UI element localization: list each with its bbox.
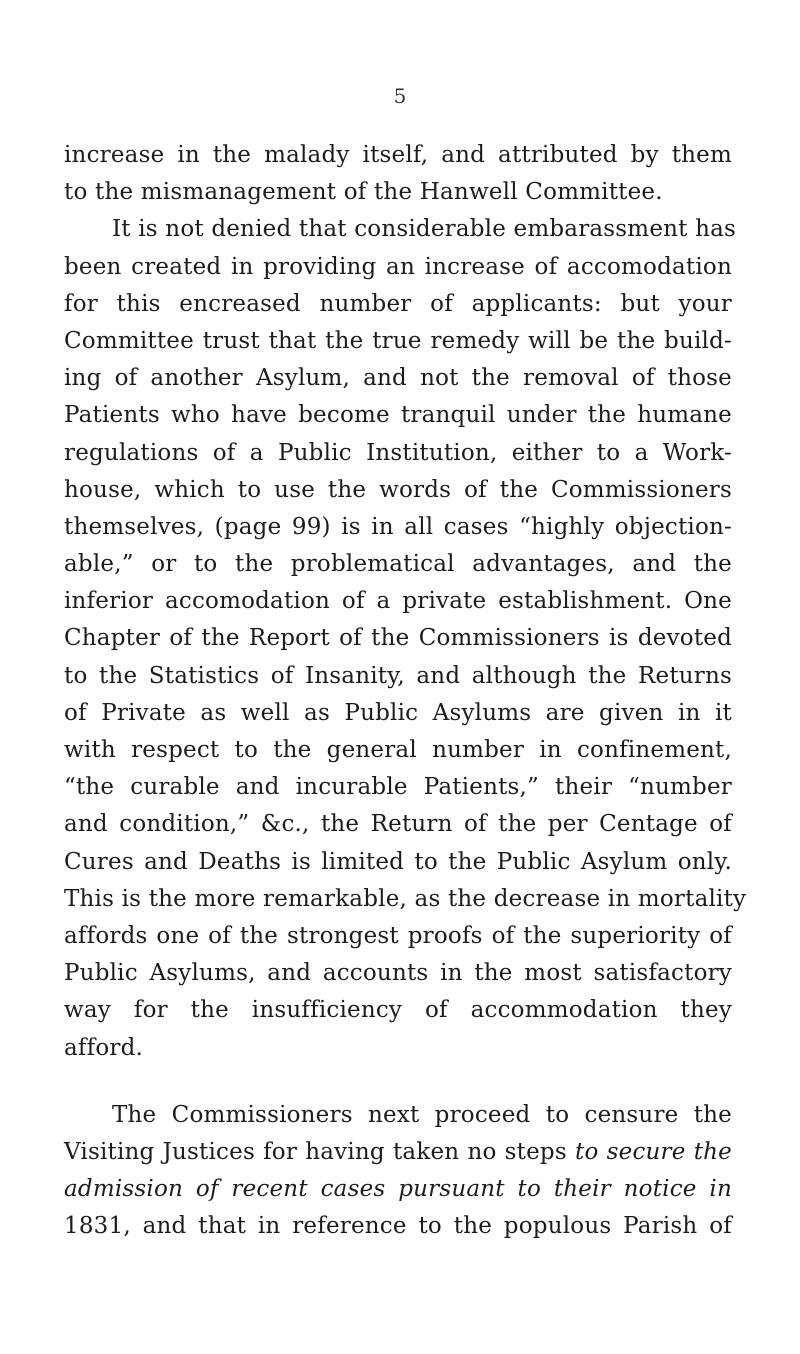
text-line: inferior accomodation of a private establishment. One xyxy=(64,588,732,615)
text-run: Visiting Justices for having taken no steps xyxy=(64,1138,575,1165)
text-line: This is the more remarkable, as the decrease in mortality xyxy=(64,885,747,912)
paragraph-2 xyxy=(64,211,747,1066)
text-line: increase in the malady itself, and attributed by them xyxy=(64,142,732,168)
text-line xyxy=(64,1208,732,1245)
text-line: for this encreased number of applicants: but your xyxy=(64,290,732,317)
text-line: Public Asylums, and accounts in the most satisfactory xyxy=(64,960,732,987)
page-number: 5 xyxy=(393,84,407,108)
text-line: It is not denied that considerable embarassment has xyxy=(112,216,737,243)
text-line: of Private as well as Public Asylums are given in it xyxy=(64,699,732,726)
paragraph-gap xyxy=(64,1067,732,1097)
text-line: Cures and Deaths is limited to the Public Asylum only. xyxy=(64,848,732,875)
text-run: 1831, and that in reference to the populous Parish of xyxy=(64,1213,732,1240)
italic-text-line: admission of recent cases pursuant to their notice in xyxy=(64,1176,732,1203)
text-line: regulations of a Public Institution, either to a Work- xyxy=(64,439,732,466)
body-text xyxy=(64,137,747,1245)
text-line: Committee trust that the true remedy will be the build- xyxy=(64,327,732,354)
text-line xyxy=(64,1097,732,1134)
text-line xyxy=(64,1134,732,1171)
text-line: been created in providing an increase of accomodation xyxy=(64,253,732,280)
text-line: affords one of the strongest proofs of the superiority of xyxy=(64,922,732,949)
text-line: way for the insufficiency of accommodation they xyxy=(64,997,732,1024)
text-line: Patients who have become tranquil under the humane xyxy=(64,402,732,429)
text-line: ing of another Asylum, and not the removal of those xyxy=(64,365,732,392)
text-line: able,” or to the problematical advantages, and the xyxy=(64,551,732,578)
text-line: to the mismanagement of the Hanwell Committee. xyxy=(64,179,663,206)
text-run: The Commissioners next proceed to censure the xyxy=(112,1101,732,1128)
text-line: Chapter of the Report of the Commissioners is devoted xyxy=(64,625,732,652)
paragraph-1 xyxy=(64,137,732,211)
text-line: afford. xyxy=(64,1034,144,1061)
text-line: house, which to use the words of the Commissioners xyxy=(64,476,732,503)
text-line: to the Statistics of Insanity, and although the Returns xyxy=(64,662,732,689)
text-line: with respect to the general number in confinement, xyxy=(64,737,732,763)
italic-text-run: to secure the xyxy=(575,1138,732,1165)
text-line: “the curable and incurable Patients,” their “number xyxy=(64,774,732,801)
text-line: and condition,” &c., the Return of the per Centage of xyxy=(64,811,732,838)
text-line: themselves, (page 99) is in all cases “highly objection- xyxy=(64,513,732,540)
paragraph-3 xyxy=(64,1097,732,1246)
